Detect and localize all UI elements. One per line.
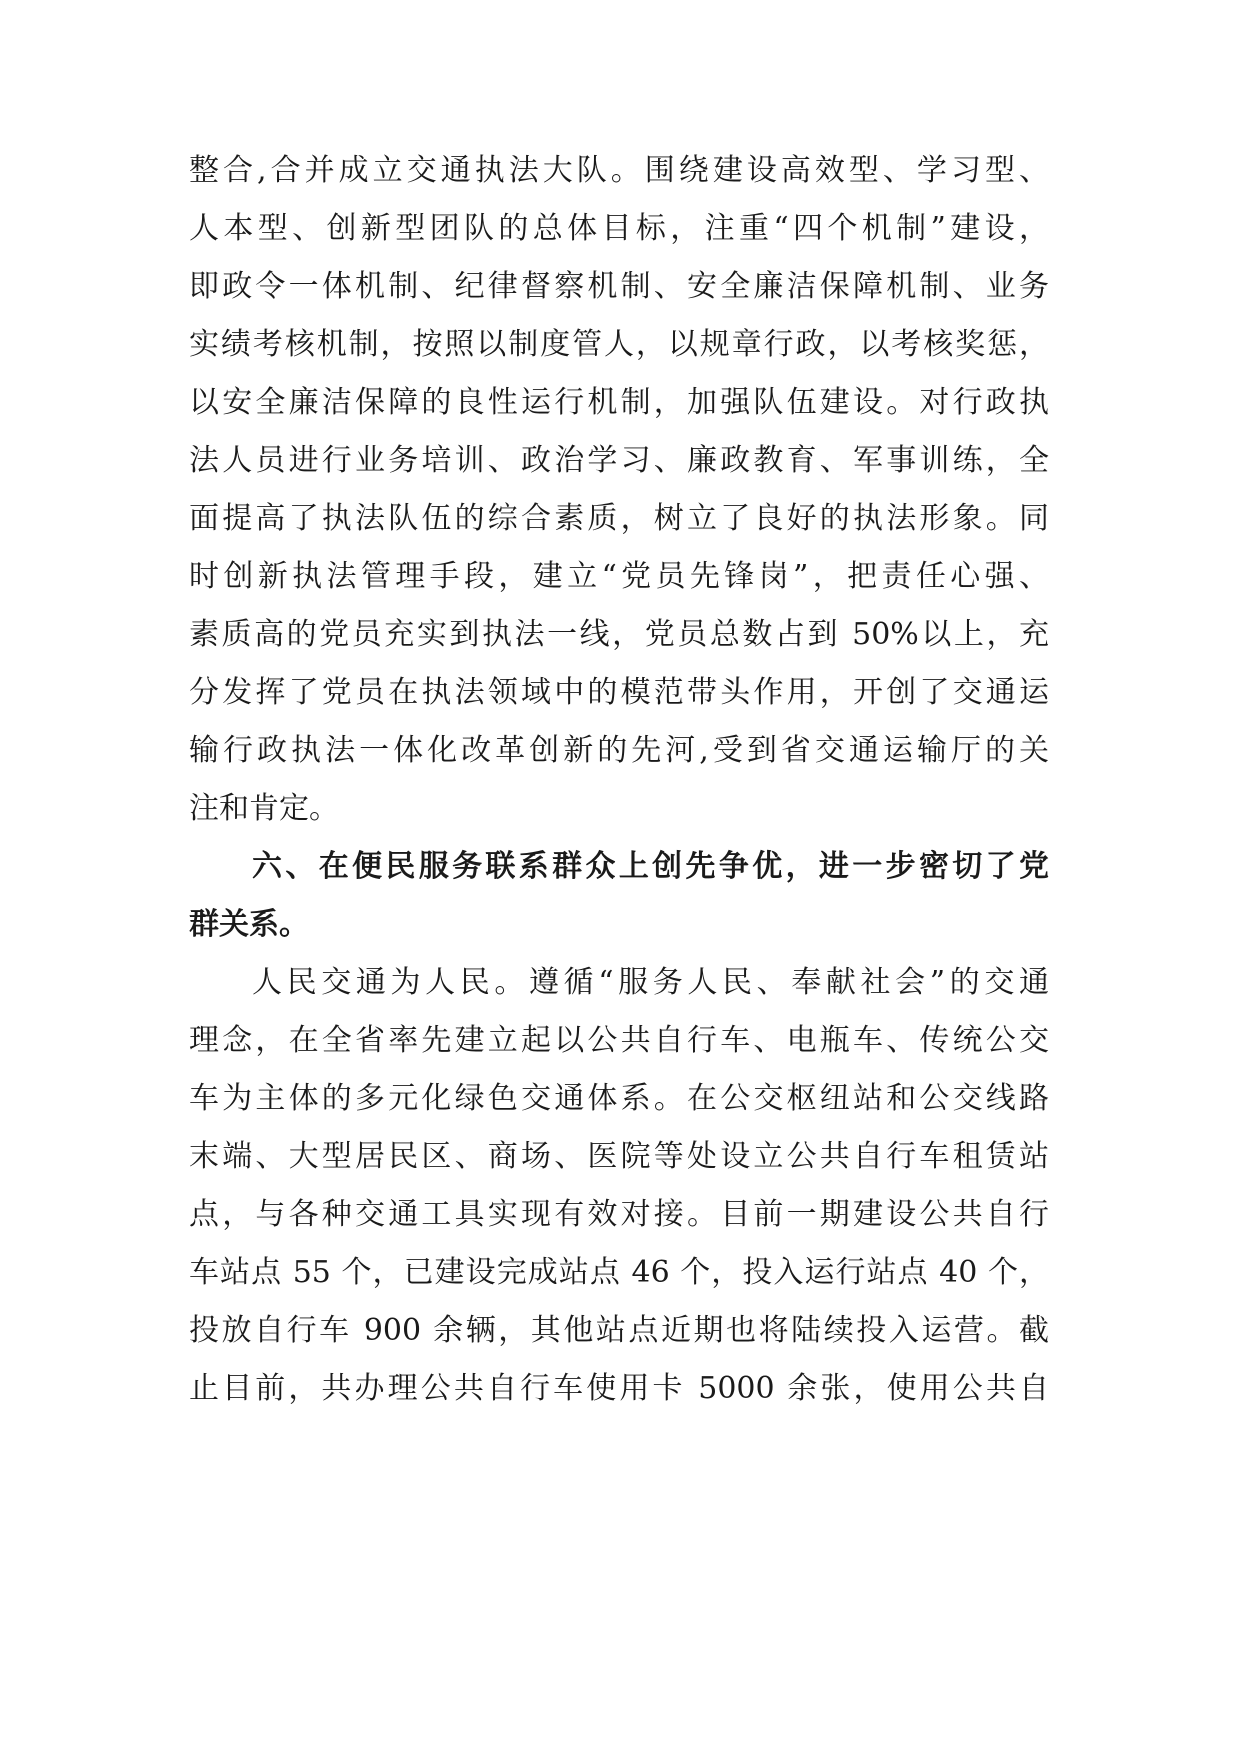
paragraph-line: 注和肯定。 xyxy=(189,791,339,826)
paragraph-line: 输行政执法一体化改革创新的先河,受到省交通运输厅的关 xyxy=(189,733,1049,768)
paragraph-line: 人民交通为人民。遵循“服务人民、奉献社会”的交通 xyxy=(252,965,1049,1000)
paragraph-line: 末端、大型居民区、商场、医院等处设立公共自行车租赁站 xyxy=(189,1139,1049,1174)
paragraph-line: 车为主体的多元化绿色交通体系。在公交枢纽站和公交线路 xyxy=(189,1081,1049,1116)
paragraph-line: 即政令一体机制、纪律督察机制、安全廉洁保障机制、业务 xyxy=(189,269,1049,304)
paragraph-line: 投放自行车 900 余辆，其他站点近期也将陆续投入运营。截 xyxy=(189,1313,1049,1348)
paragraph-line: 点，与各种交通工具实现有效对接。目前一期建设公共自行 xyxy=(189,1197,1049,1232)
paragraph-line: 理念，在全省率先建立起以公共自行车、电瓶车、传统公交 xyxy=(189,1023,1049,1058)
paragraph-line: 素质高的党员充实到执法一线，党员总数占到 50%以上，充 xyxy=(189,617,1049,652)
paragraph-line: 面提高了执法队伍的综合素质，树立了良好的执法形象。同 xyxy=(189,501,1049,536)
paragraph-line: 人本型、创新型团队的总体目标，注重“四个机制”建设， xyxy=(189,211,1049,246)
paragraph-line: 时创新执法管理手段，建立“党员先锋岗”，把责任心强、 xyxy=(189,559,1049,594)
paragraph-line: 整合,合并成立交通执法大队。围绕建设高效型、学习型、 xyxy=(189,153,1049,188)
paragraph-line: 分发挥了党员在执法领域中的模范带头作用，开创了交通运 xyxy=(189,675,1049,710)
section-heading: 群关系。 xyxy=(189,907,309,942)
paragraph-line: 实绩考核机制，按照以制度管人，以规章行政，以考核奖惩， xyxy=(189,327,1049,362)
paragraph-line: 以安全廉洁保障的良性运行机制，加强队伍建设。对行政执 xyxy=(189,385,1049,420)
paragraph-line: 法人员进行业务培训、政治学习、廉政教育、军事训练，全 xyxy=(189,443,1049,478)
section-heading: 六、在便民服务联系群众上创先争优，进一步密切了党 xyxy=(252,849,1049,884)
paragraph-line: 车站点 55 个，已建设完成站点 46 个，投入运行站点 40 个， xyxy=(189,1255,1049,1290)
paragraph-line: 止目前，共办理公共自行车使用卡 5000 余张，使用公共自 xyxy=(189,1371,1049,1406)
